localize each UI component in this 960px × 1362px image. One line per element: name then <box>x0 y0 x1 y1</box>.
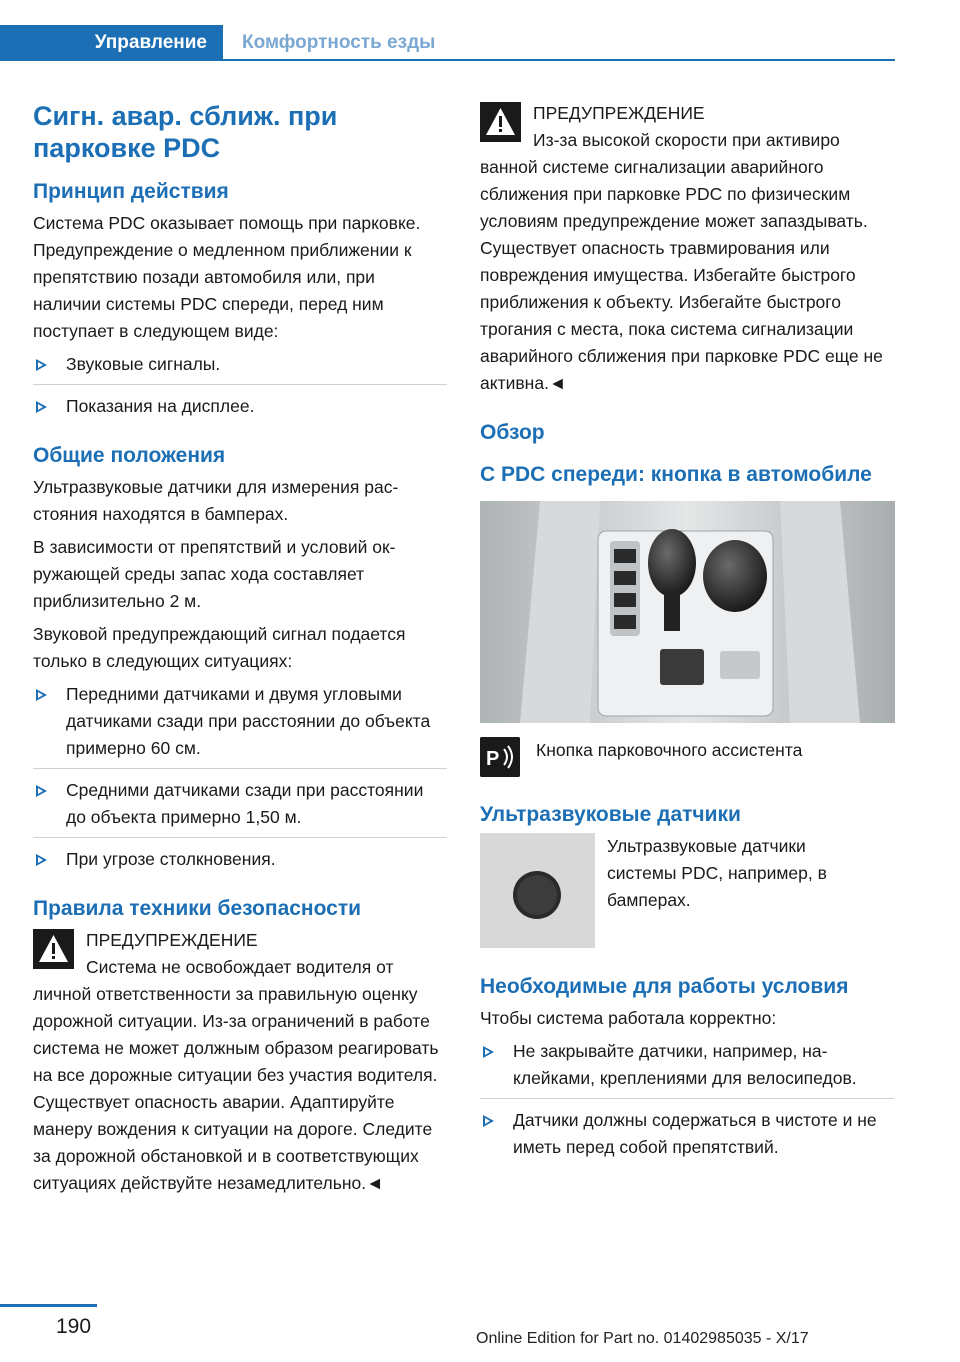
list-item <box>33 393 447 426</box>
warning-block <box>33 927 447 1197</box>
svg-text:P: P <box>486 748 500 770</box>
list-item-text: Датчики должны содержаться в чистоте и не иметь перед собой препятствий. <box>513 1110 877 1157</box>
front-pdc-heading: С PDC спереди: кнопка в автомобиле <box>480 463 872 486</box>
list-item-text: Звуковые сигналы. <box>66 354 221 374</box>
warning-lead: Из-за высокой скорости при активиро <box>533 130 840 150</box>
edition-note: Online Edition for Part no. 01402985035 - X/17 <box>476 1330 809 1347</box>
ultrasonic-sensor-image <box>480 833 595 948</box>
footer-rule <box>0 1304 97 1307</box>
bullet-triangle-icon <box>36 359 47 371</box>
page-number: 190 <box>56 1315 92 1338</box>
list-item-text: При угрозе столкновения. <box>66 849 276 869</box>
right-column <box>480 100 894 1175</box>
general-list <box>33 681 447 879</box>
general-paragraph-3: Звуковой предупреждающий сигнал подается только в следующих ситуациях: <box>33 624 406 671</box>
list-item-text: Средними датчиками сзади при расстоянии до объекта примерно 1,50 м. <box>66 780 424 827</box>
list-item <box>33 846 447 879</box>
warning-lead: Система не освобождает водителя от <box>86 957 394 977</box>
sensors-heading: Ультразвуковые датчики <box>480 803 741 826</box>
parking-assistant-icon <box>480 737 520 777</box>
principle-list <box>33 351 447 426</box>
list-item <box>33 681 447 769</box>
principle-heading: Принцип действия <box>33 180 229 203</box>
warning-title: ПРЕДУПРЕЖДЕНИЕ <box>533 103 705 123</box>
warning-triangle-icon <box>33 929 74 969</box>
list-item <box>480 1038 894 1099</box>
page-title: Сигн. авар. сближ. при парковке PDC <box>33 101 338 163</box>
warning-block <box>480 100 894 397</box>
safety-heading: Правила техники безопасности <box>33 897 362 920</box>
bullet-triangle-icon <box>483 1115 494 1127</box>
bullet-triangle-icon <box>36 689 47 701</box>
list-item <box>33 351 447 385</box>
conditions-heading: Необходимые для работы условия <box>480 975 849 998</box>
header-subsection: Комфортность езды <box>242 32 436 53</box>
center-console-photo <box>480 501 895 723</box>
warning-body: ванной системе сигнализации аварийного сближения при парковке PDC по физическим условиям предупреждение может запаздывать. Существует опасность травмирования или повреждения имущества. Избегайте быстрого приближения к объекту. Избегайте быстрого трогания с места, пока система сигнализации аварийного сближения при парковке PDC еще не активна.◄ <box>480 157 883 393</box>
warning-body: личной ответственности за правильную оценку дорожной ситуации. Из-за ограничений в работе система не может должным образом реагировать на все дорожные ситуации без участия водителя. Существует опасность аварии. Адаптируйте манеру вождения к ситуации на дороге. Следите за дорожной обстановкой и в соответствующих ситуациях действуйте незамедлительно.◄ <box>33 984 439 1193</box>
list-item-text: Передними датчиками и двумя угловыми датчиками сзади при расстоянии до объекта примерно 60 см. <box>66 684 431 758</box>
list-item <box>33 777 447 838</box>
bullet-triangle-icon <box>36 785 47 797</box>
pdc-button-row <box>480 737 894 783</box>
list-item-text: Не закрывайте датчики, например, наклейками, креплениями для велосипедов. <box>513 1041 857 1088</box>
list-item <box>480 1107 894 1167</box>
general-paragraph-1: Ультразвуковые датчики для измерения расстояния находятся в бамперах. <box>33 477 399 524</box>
center-console-illustration <box>480 501 895 723</box>
conditions-text: Чтобы система работала корректно: <box>480 1008 777 1028</box>
header-section-active <box>0 25 223 61</box>
overview-heading: Обзор <box>480 421 545 444</box>
sensors-block <box>480 833 894 953</box>
left-column <box>33 100 447 1197</box>
list-item-text: Показания на дисплее. <box>66 396 255 416</box>
sensors-text: Ультразвуковые датчики системы PDC, например, в бамперах. <box>607 836 827 910</box>
header-rule <box>223 59 895 61</box>
bullet-triangle-icon <box>36 854 47 866</box>
principle-text: Система PDC оказывает помощь при парковке. Предупреждение о медленном приближении к препятствию позади автомобиля или, при наличии системы PDC спереди, перед ним поступает в следующем виде: <box>33 213 421 341</box>
conditions-list <box>480 1038 894 1167</box>
bullet-triangle-icon <box>36 401 47 413</box>
header-section-label: Управление <box>94 32 207 53</box>
warning-title: ПРЕДУПРЕЖДЕНИЕ <box>86 930 258 950</box>
page-header <box>0 25 895 61</box>
general-heading: Общие положения <box>33 444 226 467</box>
warning-triangle-icon <box>480 102 521 142</box>
pdc-button-caption: Кнопка парковочного ассистента <box>536 740 803 760</box>
bullet-triangle-icon <box>483 1046 494 1058</box>
general-paragraph-2: В зависимости от препятствий и условий окружающей среды запас хода составляет приблизительно 2 м. <box>33 537 396 611</box>
